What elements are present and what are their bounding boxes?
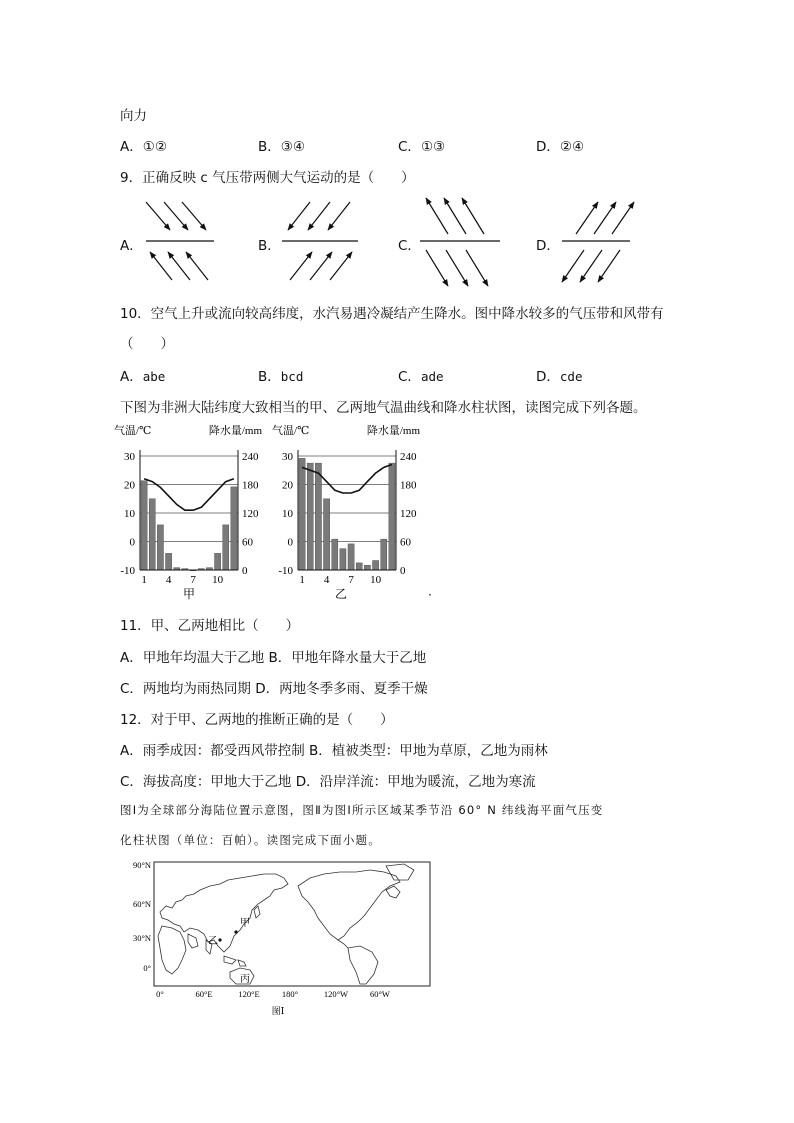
chart-jia-title: 甲 xyxy=(182,587,196,601)
chart-jia-bar-month-3 xyxy=(157,525,163,570)
q9-option-b-label[interactable]: B． xyxy=(258,238,281,254)
chart-mark: · xyxy=(428,588,432,602)
q11-options-ab[interactable]: A．甲地年均温大于乙地 B．甲地年降水量大于乙地 xyxy=(120,650,427,666)
chart-yi-ytick-right: 240 xyxy=(400,451,417,463)
q8-option-c[interactable]: C．①③ xyxy=(398,139,446,155)
chart-yi-bar-month-7 xyxy=(348,544,354,570)
map-place-bing: 丙 xyxy=(240,974,250,985)
q11-options-cd[interactable]: C．两地均为雨热同期 D．两地冬季多雨、夏季干燥 xyxy=(120,681,428,697)
chart-yi-xtick: 1 xyxy=(299,574,305,586)
chart-jia-bar-month-2 xyxy=(149,499,155,570)
chart-jia-bar-month-4 xyxy=(166,553,172,570)
lat-label-60n: 60°N xyxy=(132,899,151,909)
chart-yi-bar-month-6 xyxy=(340,549,346,570)
chart-yi-bar-month-3 xyxy=(315,463,321,570)
q12-options-ab[interactable]: A．雨季成因：都受西风带控制 B．植被类型：甲地为草原，乙地为雨林 xyxy=(120,743,548,759)
q10-option-d[interactable]: D．cde xyxy=(536,369,583,385)
q10-option-b[interactable]: B．bcd xyxy=(258,369,304,385)
chart-yi-bar-month-12 xyxy=(389,463,395,570)
lon-label-120w: 120°W xyxy=(323,989,349,999)
chart-jia-ytick-left: 10 xyxy=(124,508,135,520)
world-map-figure xyxy=(124,856,454,1026)
q9-arrow-diagrams xyxy=(0,192,794,302)
q9-diagram-d[interactable] xyxy=(562,202,634,282)
q8-option-a[interactable]: A．①② xyxy=(120,139,167,155)
map-point-jia xyxy=(234,930,237,933)
chart-jia-bar-month-1 xyxy=(141,481,147,570)
q12-options-cd[interactable]: C．海拔高度：甲地大于乙地 D．沿岸洋流：甲地为暖流，乙地为寒流 xyxy=(120,774,536,790)
q10-option-a[interactable]: A．abe xyxy=(120,369,166,385)
q8-option-b[interactable]: B．③④ xyxy=(258,139,305,155)
chart-yi-xtick: 7 xyxy=(348,574,354,586)
chart-yi-bar-month-8 xyxy=(356,563,362,570)
passage-map-line1: 图Ⅰ为全球部分海陆位置示意图，图Ⅱ为图Ⅰ所示区域某季节沿 60° N 纬线海平面气压变 xyxy=(120,803,604,817)
chart-yi-ytick-left: -10 xyxy=(278,565,293,577)
chart-jia-xtick: 4 xyxy=(165,574,172,586)
chart-yi-ytick-left: 10 xyxy=(282,508,293,520)
chart-yi-ytick-left: 0 xyxy=(287,536,293,549)
chart-yi-ytick-right: 60 xyxy=(400,536,411,549)
climate-charts xyxy=(112,418,442,603)
lon-label-60w: 60°W xyxy=(370,989,390,999)
chart-jia-ytick-left: 0 xyxy=(129,536,135,549)
q9-stem: 9．正确反映 c 气压带两侧大气运动的是（ ） xyxy=(120,170,415,186)
chart-jia-ytick-left: 30 xyxy=(124,451,135,463)
q9-diagram-a[interactable] xyxy=(146,202,214,280)
passage-map-line2: 化柱状图（单位：百帕）。读图完成下面小题。 xyxy=(120,833,381,847)
chart-jia-ytick-right: 180 xyxy=(242,479,259,492)
chart-jia-ytick-right: 120 xyxy=(242,508,259,520)
map-place-yi: 乙 xyxy=(208,936,218,947)
q10-option-c[interactable]: C．ade xyxy=(398,369,444,385)
intro-fragment: 向力 xyxy=(120,108,147,124)
chart-yi-ytick-right: 120 xyxy=(400,508,417,520)
chart-jia-ytick-left: 20 xyxy=(124,479,135,492)
chart-jia-xtick: 10 xyxy=(212,574,224,586)
map-caption: 图Ⅰ xyxy=(271,1006,285,1016)
lon-label-180: 180° xyxy=(281,989,299,999)
map-frame xyxy=(154,862,430,986)
chart-jia-bar-month-10 xyxy=(215,553,221,570)
chart-yi-bar-month-10 xyxy=(373,561,379,571)
q9-option-c-label[interactable]: C． xyxy=(398,238,421,254)
q8-option-d[interactable]: D．②④ xyxy=(536,139,585,155)
q9-diagram-c[interactable] xyxy=(420,198,500,286)
lat-label-0: 0° xyxy=(143,963,151,973)
lon-label-60e: 60°E xyxy=(195,989,213,999)
chart-jia-bar-month-12 xyxy=(231,487,237,570)
q9-option-d-label[interactable]: D． xyxy=(536,238,560,254)
chart-yi-xtick: 10 xyxy=(370,574,382,586)
chart-yi-ytick-left: 20 xyxy=(282,479,293,492)
chart-yi-bar-month-4 xyxy=(324,499,330,570)
chart-yi-bar-month-5 xyxy=(332,539,338,570)
chart-jia-ytick-left: -10 xyxy=(120,565,135,577)
chart-jia-ytick-right: 0 xyxy=(242,565,248,577)
q10-paren: （ ） xyxy=(120,336,174,352)
chart-jia-temperature-line xyxy=(144,479,234,510)
chart-jia-ylabel-left: 气温/℃ xyxy=(114,425,152,437)
lat-label-30n: 30°N xyxy=(132,933,151,943)
chart-jia-bar-month-11 xyxy=(223,525,229,570)
chart-jia-xtick: 7 xyxy=(190,574,196,586)
passage-climate-charts: 下图为非洲大陆纬度大致相当的甲、乙两地气温曲线和降水柱状图，读图完成下列各题。 xyxy=(120,400,647,416)
q11-stem: 11．甲、乙两地相比（ ） xyxy=(120,618,300,634)
chart-yi-bar-month-1 xyxy=(299,458,305,570)
chart-yi-bar-month-11 xyxy=(381,539,387,570)
chart-yi-ylabel-left: 气温/℃ xyxy=(272,425,310,437)
chart-jia-ytick-right: 60 xyxy=(242,536,253,549)
chart-yi-ytick-left: 30 xyxy=(282,451,293,463)
chart-yi-ytick-right: 180 xyxy=(400,479,417,492)
chart-yi-bar-month-9 xyxy=(364,565,370,570)
map-point-yi xyxy=(218,938,221,941)
chart-yi-ytick-right: 0 xyxy=(400,565,406,577)
map-place-jia: 甲 xyxy=(240,918,250,929)
chart-yi-ylabel-right: 降水量/mm xyxy=(366,425,420,437)
chart-jia-ylabel-right: 降水量/mm xyxy=(208,425,262,437)
lon-label-120e: 120°E xyxy=(238,989,260,999)
chart-yi-title: 乙 xyxy=(334,587,348,601)
lon-label-0: 0° xyxy=(156,989,164,999)
q12-stem: 12．对于甲、乙两地的推断正确的是（ ） xyxy=(120,712,394,728)
chart-yi-xtick: 4 xyxy=(323,574,330,586)
chart-jia-ytick-right: 240 xyxy=(242,451,259,463)
chart-jia-xtick: 1 xyxy=(141,574,147,586)
q9-diagram-b[interactable] xyxy=(282,202,358,280)
chart-yi-bar-month-2 xyxy=(307,463,313,570)
lat-label-90n: 90°N xyxy=(132,860,151,870)
q9-option-a-label[interactable]: A． xyxy=(120,238,143,254)
q10-stem: 10．空气上升或流向较高纬度，水汽易遇冷凝结产生降水。图中降水较多的气压带和风带有 xyxy=(120,306,664,322)
